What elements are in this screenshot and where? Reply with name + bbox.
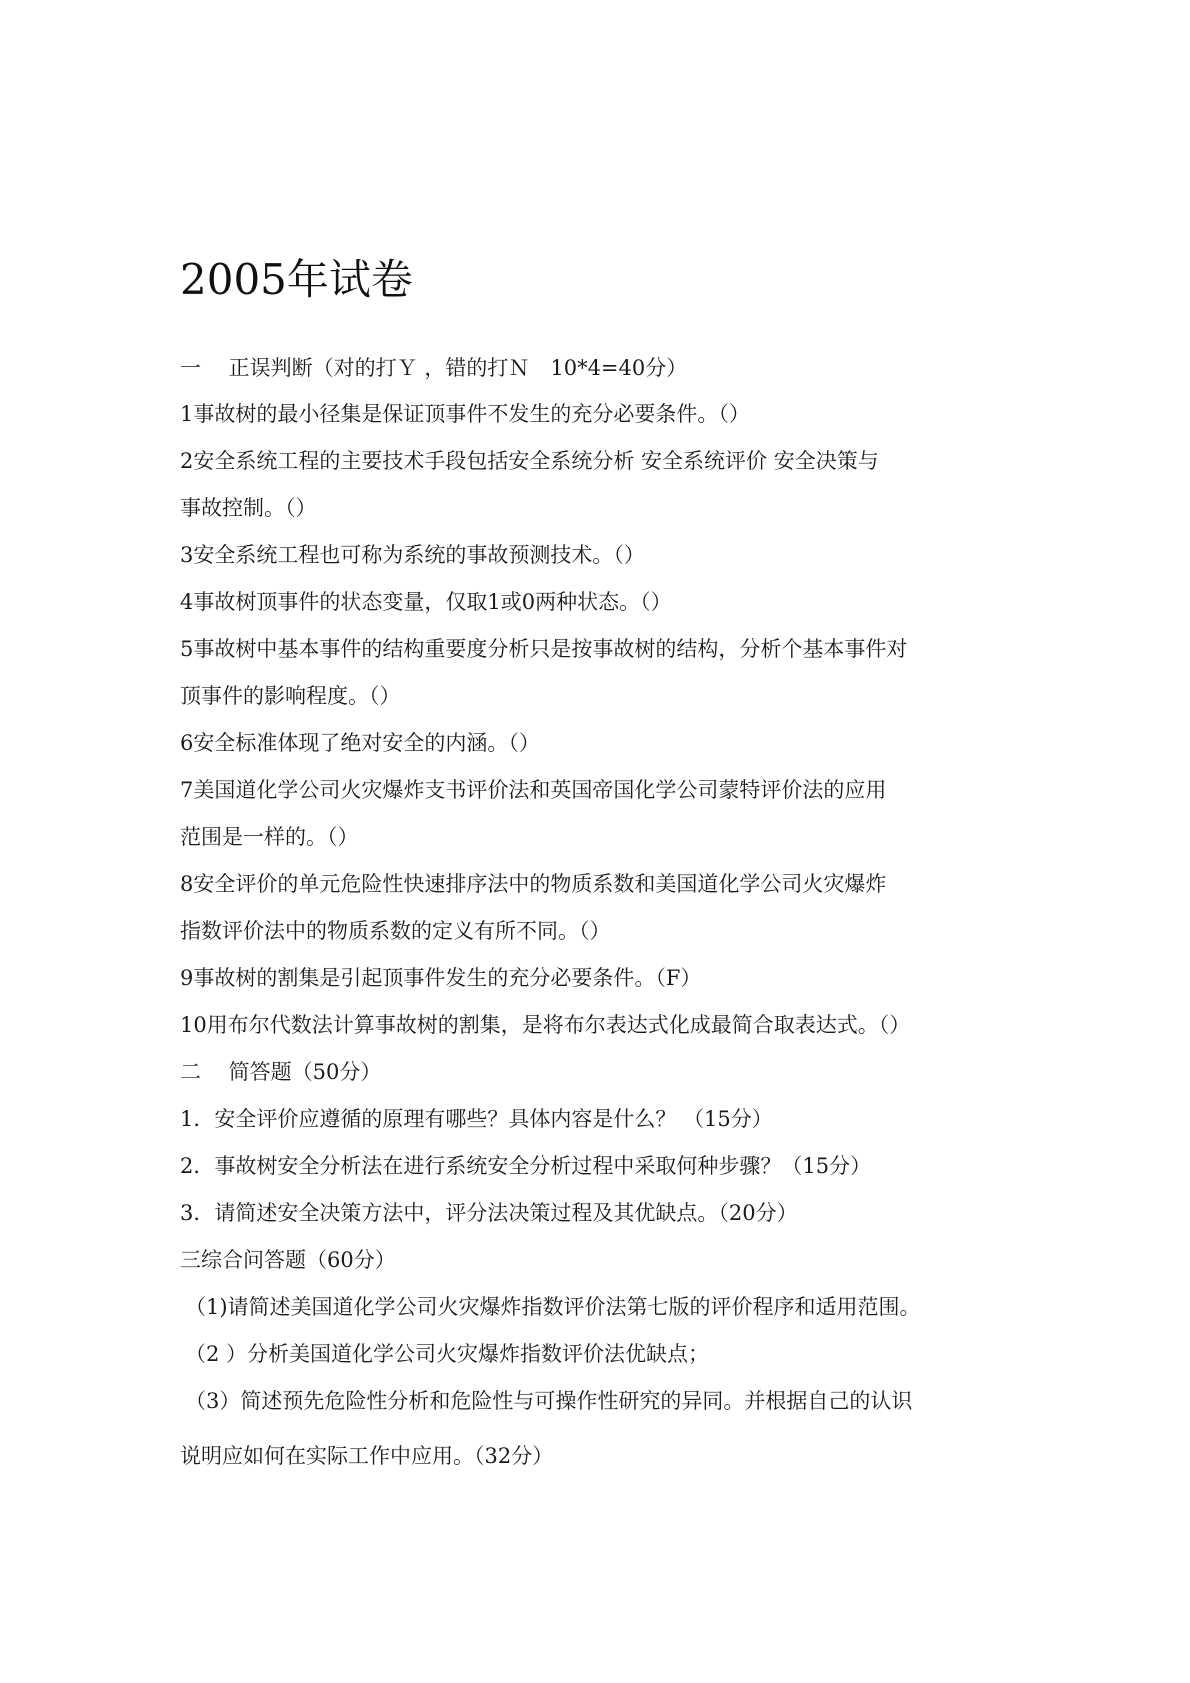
question-line: 10用布尔代数法计算事故树的割集，是将布尔表达式化成最简合取表达式。（） <box>180 1013 911 1037</box>
section-heading-short-answer: 二 简答题（50分） <box>180 1060 382 1084</box>
question-line: 3安全系统工程也可称为系统的事故预测技术。（） <box>180 543 645 567</box>
question-line: 指数评价法中的物质系数的定义有所不同。（） <box>180 919 611 943</box>
question-line: 2安全系统工程的主要技术手段包括安全系统分析 安全系统评价 安全决策与 <box>180 449 879 473</box>
section-heading-true-false: 一 正误判断（对的打Ｙ ，错的打Ｎ 10*4=40分） <box>180 356 688 380</box>
question-line: （1)请简述美国道化学公司火灾爆炸指数评价法第七版的评价程序和适用范围。 <box>185 1295 921 1319</box>
question-line: 1事故树的最小径集是保证顶事件不发生的充分必要条件。（） <box>180 402 750 426</box>
question-line: （2 ）分析美国道化学公司火灾爆炸指数评价法优缺点； <box>185 1342 710 1366</box>
question-line: （3）简述预先危险性分析和危险性与可操作性研究的异同。并根据自己的认识 <box>185 1389 913 1413</box>
question-line: 2．事故树安全分析法在进行系统安全分析过程中采取何种步骤？（15分） <box>180 1154 872 1178</box>
question-line: 3．请简述安全决策方法中，评分法决策过程及其优缺点。（20分） <box>180 1201 798 1225</box>
question-line: 说明应如何在实际工作中应用。（32分） <box>180 1444 554 1468</box>
page-title: 2005年试卷 <box>180 255 413 304</box>
question-line: 6安全标准体现了绝对安全的内涵。（） <box>180 731 540 755</box>
question-line: 9事故树的割集是引起顶事件发生的充分必要条件。（F） <box>180 966 702 990</box>
question-line: 8安全评价的单元危险性快速排序法中的物质系数和美国道化学公司火灾爆炸 <box>180 872 887 896</box>
question-line: 范围是一样的。（） <box>180 825 359 849</box>
question-line: 5事故树中基本事件的结构重要度分析只是按事故树的结构，分析个基本事件对 <box>180 637 908 661</box>
question-line: 事故控制。（） <box>180 496 317 520</box>
question-line: 1．安全评价应遵循的原理有哪些？具体内容是什么？ （15分） <box>180 1107 773 1131</box>
section-heading-comprehensive: 三综合问答题（60分） <box>180 1248 396 1272</box>
question-line: 顶事件的影响程度。（） <box>180 684 401 708</box>
question-line: 7美国道化学公司火灾爆炸支书评价法和英国帝国化学公司蒙特评价法的应用 <box>180 778 887 802</box>
question-line: 4事故树顶事件的状态变量，仅取1或0两种状态。（） <box>180 590 672 614</box>
